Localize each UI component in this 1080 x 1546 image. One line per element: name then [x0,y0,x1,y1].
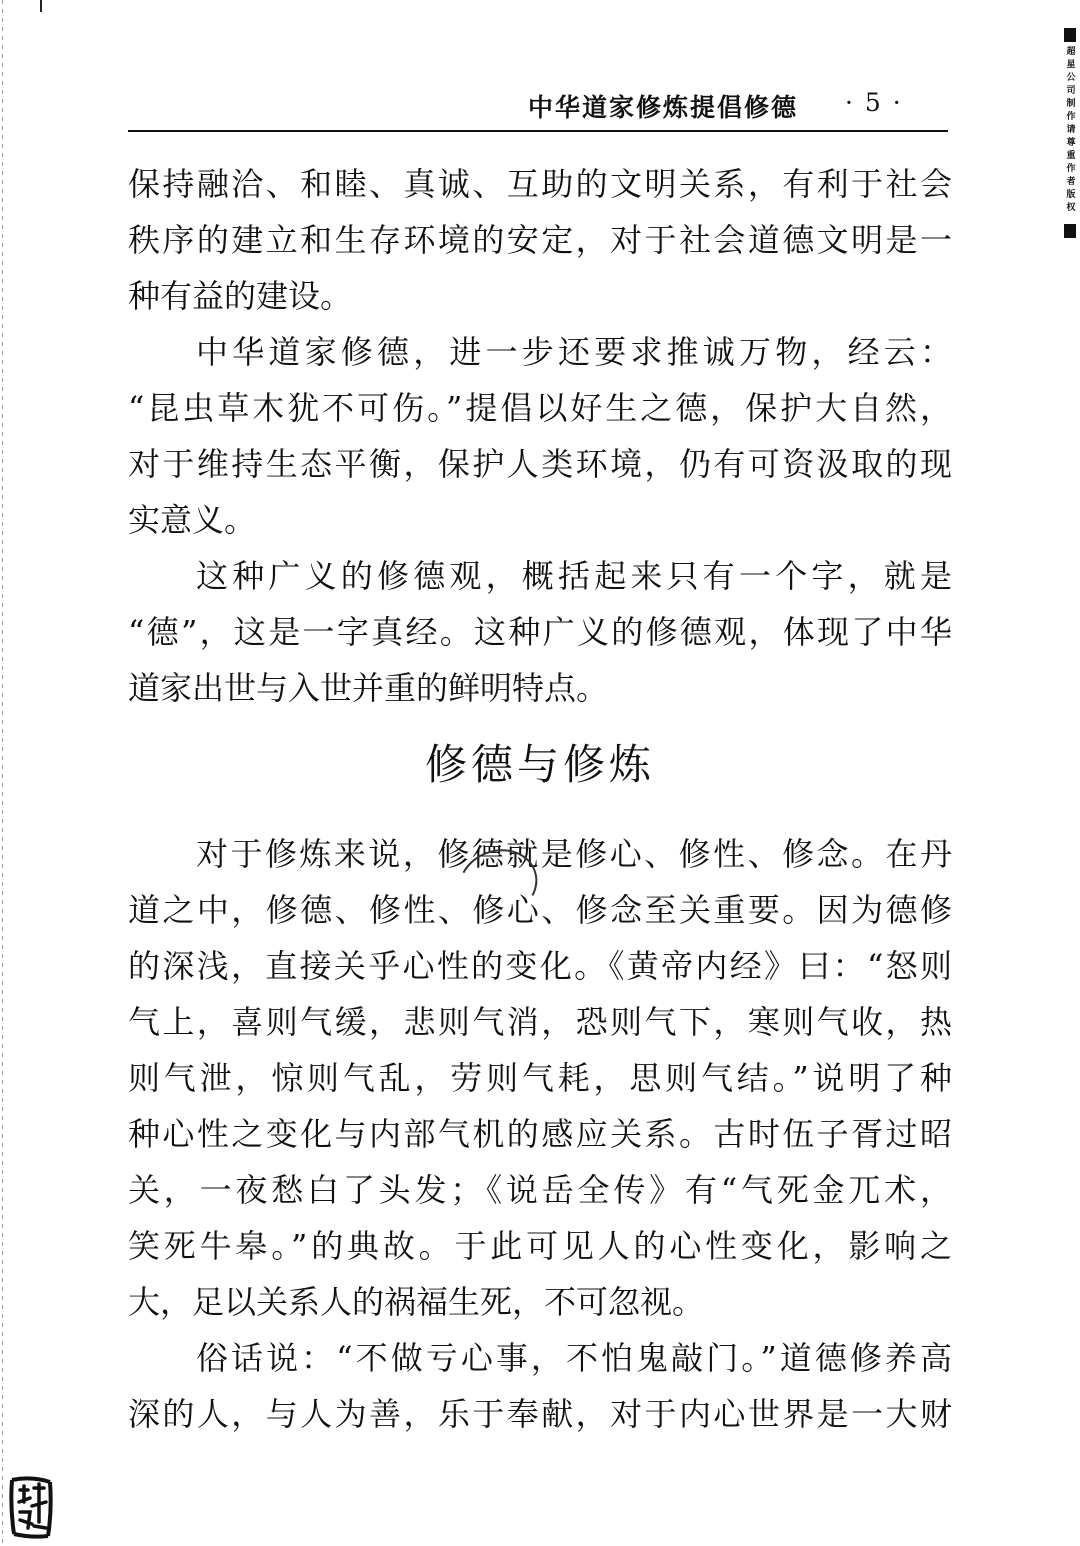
text-line: 关，一夜愁白了头发；《说岳全传》有“气死金兀术， [128,1171,952,1209]
text-line: 对于修炼来说，修德就是修心、修性、修念。在丹 [196,835,952,873]
scan-corner-mark [40,0,42,12]
running-header [500,88,930,124]
page-number: · 5 · [845,88,903,117]
text-line: 俗话说：“不做亏心事，不怕鬼敲门。”道德修养高 [196,1339,952,1377]
section-title: 修德与修炼 [424,740,655,789]
body-text-top [128,156,952,716]
side-strip-text: 超星公司制作请尊重作者版权 [1066,47,1076,213]
text-line: 中华道家修德，进一步还要求推诚万物，经云： [196,333,952,371]
seal-glyph [19,1484,46,1528]
header-title: 中华道家修炼提倡修德 [528,93,799,122]
text-line: “昆虫草木犹不可伤。”提倡以好生之德，保护大自然， [128,389,952,427]
text-line: 种有益的建设。 [128,277,353,315]
text-line: 气上，喜则气缓，悲则气消，恐则气下，寒则气收，热 [128,1003,952,1041]
paragraph [128,1330,952,1442]
text-line: 对于维持生态平衡，保护人类环境，仍有可资汲取的现 [128,445,952,483]
text-line: 的深浅，直接关乎心性的变化。《黄帝内经》曰：“怒则 [128,947,952,985]
body-text-bottom [128,826,952,1442]
text-line: 大，足以关系人的祸福生死，不可忽视。 [128,1283,705,1321]
copyright-side-strip [1062,28,1080,248]
text-line: 保持融洽、和睦、真诚、互助的文明关系，有利于社会 [128,165,952,203]
text-line: 这种广义的修德观，概括起来只有一个字，就是 [196,557,952,595]
scan-left-edge [2,0,3,1546]
text-line: 实意义。 [128,501,257,539]
text-line: 种心性之变化与内部气机的感应关系。古时伍子胥过昭 [128,1115,952,1153]
header-rule [128,130,948,132]
paragraph [128,324,952,548]
side-strip-bottom-bar [1064,224,1076,238]
paragraph [128,548,952,716]
paragraph [128,826,952,1330]
text-line: 道家出世与入世并重的鲜明特点。 [128,669,609,707]
library-seal-icon [6,1472,56,1542]
text-line: “德”，这是一字真经。这种广义的修德观，体现了中华 [128,613,952,651]
side-strip-top-bar [1064,28,1076,42]
text-line: 秩序的建立和生存环境的安定，对于社会道德文明是一 [128,221,952,259]
text-line: 则气泄，惊则气乱，劳则气耗，思则气结。”说明了种 [128,1059,952,1097]
text-line: 道之中，修德、修性、修心、修念至关重要。因为德修 [128,891,952,929]
paragraph [128,156,952,324]
text-line: 深的人，与人为善，乐于奉献，对于内心世界是一大财 [128,1395,952,1433]
text-line: 笑死牛皋。”的典故。于此可见人的心性变化，影响之 [128,1227,952,1265]
